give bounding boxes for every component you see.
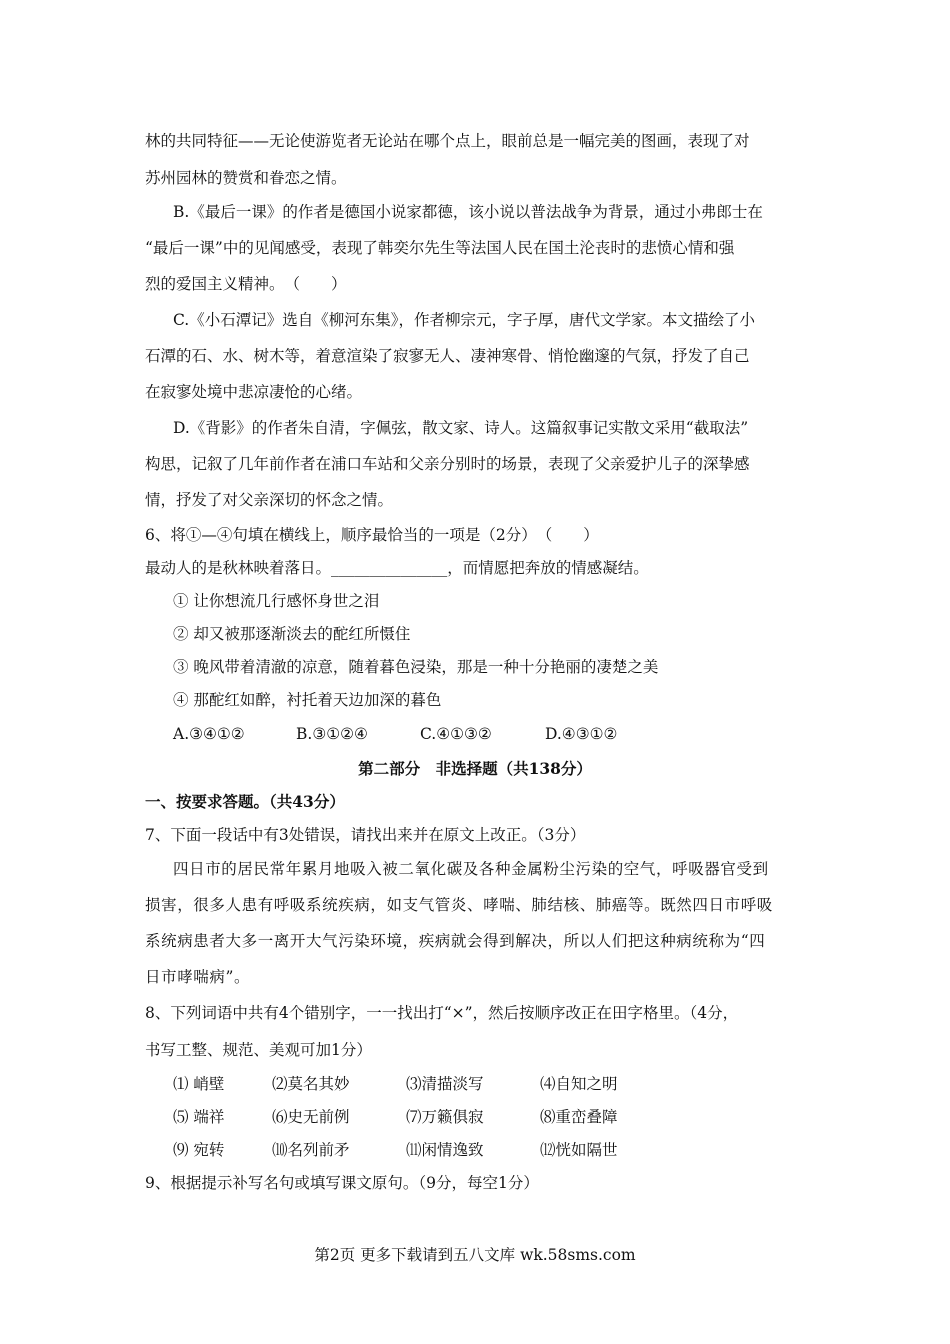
q7-stem: 7、下面一段话中有3处错误，请找出来并在原文上改正。（3分） [145,826,586,844]
q5-a-tail-line-2: 苏州园林的赞赏和眷恋之情。 [145,169,347,187]
q5-option-b-line-1: B.《最后一课》的作者是德国小说家都德，该小说以普法战争为背景，通过小弗郎士在 [173,203,763,221]
q6-stem: 6、将①—④句填在横线上，顺序最恰当的一项是（2分） （ ） [145,526,599,544]
q6-option-d: D.④③①② [545,725,618,743]
q6-item-4: ④ 那酡红如醉，衬托着天边加深的暮色 [173,691,442,709]
q8-stem-line-2: 书写工整、规范、美观可加1分） [145,1041,372,1059]
q6-option-b: B.③①②④ [296,725,368,743]
q5-option-d-line-2: 构思，记叙了几年前作者在浦口车站和父亲分别时的场景，表现了父亲爱护儿子的深挚感 [145,455,750,473]
q7-passage-line-2: 损害，很多人患有呼吸系统疾病，如支气管炎、哮喘、肺结核、肺癌等。既然四日市呼吸 [145,896,773,914]
q5-option-c-line-2: 石潭的石、水、树木等，着意渲染了寂寥无人、凄神寒骨、悄怆幽邃的气氛，抒发了自己 [145,347,750,365]
q9-stem: 9、根据提示补写名句或填写课文原句。（9分，每空1分） [145,1174,539,1192]
q6-item-3: ③ 晚风带着清澈的凉意，随着暮色浸染，那是一种十分艳丽的凄楚之美 [173,658,659,676]
q8-word: ⑶清描淡写 [406,1075,484,1093]
page-footer: 第2页 更多下载请到五八文库 wk.58sms.com [314,1246,636,1264]
q5-option-b-line-3: 烈的爱国主义精神。 （ ） [145,275,347,293]
q8-word: ⑴ 峭壁 [173,1075,225,1093]
q7-passage-line-3: 系统病患者大多一离开大气污染环境，疾病就会得到解决，所以人们把这种病统称为“四 [145,932,766,950]
q8-word: ⑹史无前例 [272,1108,350,1126]
section1-title: 一、按要求答题。（共43分） [145,792,345,811]
q5-option-c-line-1: C.《小石潭记》选自《柳河东集》，作者柳宗元，字子厚，唐代文学家。本文描绘了小 [173,311,755,329]
q8-stem-line-1: 8、下列词语中共有4个错别字，一一找出打“×”，然后按顺序改正在田字格里。（4分， [145,1004,739,1022]
q8-word: ⑽名列前矛 [272,1141,350,1159]
q6-item-2: ② 却又被那逐渐淡去的酡红所慑住 [173,625,411,643]
q7-passage-line-4: 日市哮喘病”。 [145,968,251,986]
q8-word: ⑿恍如隔世 [540,1141,618,1159]
q8-word: ⑷自知之明 [540,1075,618,1093]
q5-option-d-line-3: 情，抒发了对父亲深切的怀念之情。 [145,491,394,509]
q5-option-b-line-2: “最后一课”中的见闻感受，表现了韩奕尔先生等法国人民在国土沦丧时的悲愤心情和强 [145,239,735,257]
part2-title: 第二部分 非选择题（共138分） [358,759,592,778]
q6-item-1: ① 让你想流几行感怀身世之泪 [173,592,380,610]
q8-word: ⑺万籁俱寂 [406,1108,484,1126]
q8-word: ⑼ 宛转 [173,1141,225,1159]
q8-word: ⑵莫名其妙 [272,1075,350,1093]
q5-option-c-line-3: 在寂寥处境中悲凉凄怆的心绪。 [145,383,363,401]
q8-word: ⑾闲情逸致 [406,1141,484,1159]
q8-word: ⑸ 端祥 [173,1108,225,1126]
q7-passage-line-1: 四日市的居民常年累月地吸入被二氧化碳及各种金属粉尘污染的空气，呼吸器官受到 [173,860,769,878]
q6-option-c: C.④①③② [420,725,492,743]
q6-sentence: 最动人的是秋林映着落日。_______________，而情愿把奔放的情感凝结。 [145,559,649,577]
q5-a-tail-line-1: 林的共同特征——无论使游览者无论站在哪个点上，眼前总是一幅完美的图画，表现了对 [145,132,750,150]
q6-option-a: A.③④①② [173,725,245,743]
q8-word: ⑻重峦叠障 [540,1108,618,1126]
q5-option-d-line-1: D.《背影》的作者朱自清，字佩弦，散文家、诗人。这篇叙事记实散文采用“截取法” [173,419,749,437]
